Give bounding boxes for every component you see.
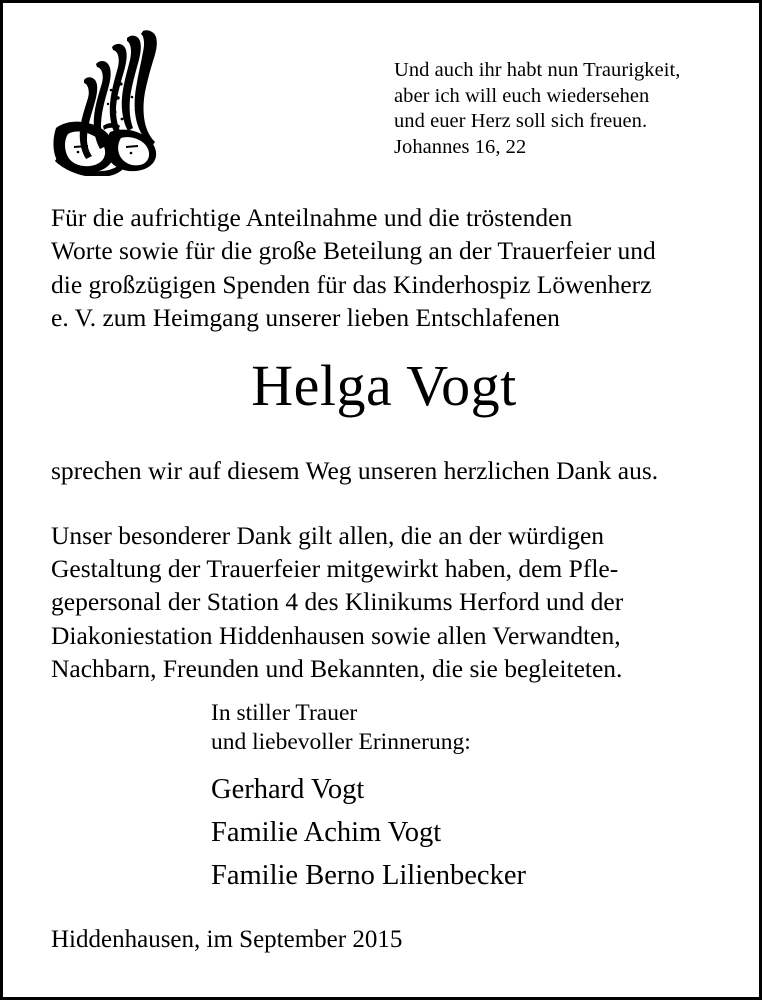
mourners-intro-line-2: und liebevoller Erinnerung: (211, 729, 471, 755)
bible-verse (394, 58, 680, 160)
verse-line-2: aber ich will euch wiedersehen (394, 84, 650, 107)
mourners-intro-line-1: In stiller Trauer (211, 700, 358, 726)
mourner-name: Familie Berno Lilienbecker (211, 860, 526, 891)
intro-line-1: Für die aufrichtige Anteilnahme und die tröstenden (51, 203, 573, 232)
thanks-paragraph: sprechen wir auf diesem Weg unseren herzlichen Dank aus. (51, 456, 659, 485)
special-thanks-line-1: Unser besonderer Dank gilt allen, die an der würdigen (51, 521, 605, 550)
mourner-name: Gerhard Vogt (211, 774, 365, 805)
intro-line-3: die großzügigen Spenden für das Kinderhospiz Löwenherz (51, 269, 652, 299)
mourners-list (211, 768, 717, 897)
verse-line-1: Und auch ihr habt nun Traurigkeit, (394, 59, 681, 81)
mourners-block (211, 699, 717, 897)
verse-line-3: und euer Herz soll sich freuen. (394, 110, 648, 132)
deceased-name: Helga Vogt (251, 353, 517, 418)
special-thanks-line-5: Nachbarn, Freunden und Bekannten, die sie begleiteten. (51, 653, 623, 683)
praying-hands-icon (48, 28, 166, 176)
mourners-intro (211, 699, 717, 757)
place-and-date: Hiddenhausen, im September 2015 (51, 926, 403, 953)
card-header (3, 3, 759, 178)
verse-reference: Johannes 16, 22 (394, 135, 527, 158)
intro-line-2: Worte sowie für die große Beteilung an der Trauerfeier und (51, 236, 656, 266)
special-thanks-line-3: gepersonal der Station 4 des Klinikums Herford und der (51, 587, 624, 617)
mourner-name: Familie Achim Vogt (211, 817, 442, 848)
special-thanks-line-2: Gestaltung der Trauerfeier mitgewirkt haben, dem Pfle- (51, 554, 619, 584)
special-thanks-line-4: Diakoniestation Hiddenhausen sowie allen Verwandten, (51, 620, 621, 650)
intro-paragraph (51, 201, 717, 334)
intro-line-4: e. V. zum Heimgang unserer lieben Entschlafenen (51, 302, 560, 332)
special-thanks-paragraph (51, 519, 717, 685)
